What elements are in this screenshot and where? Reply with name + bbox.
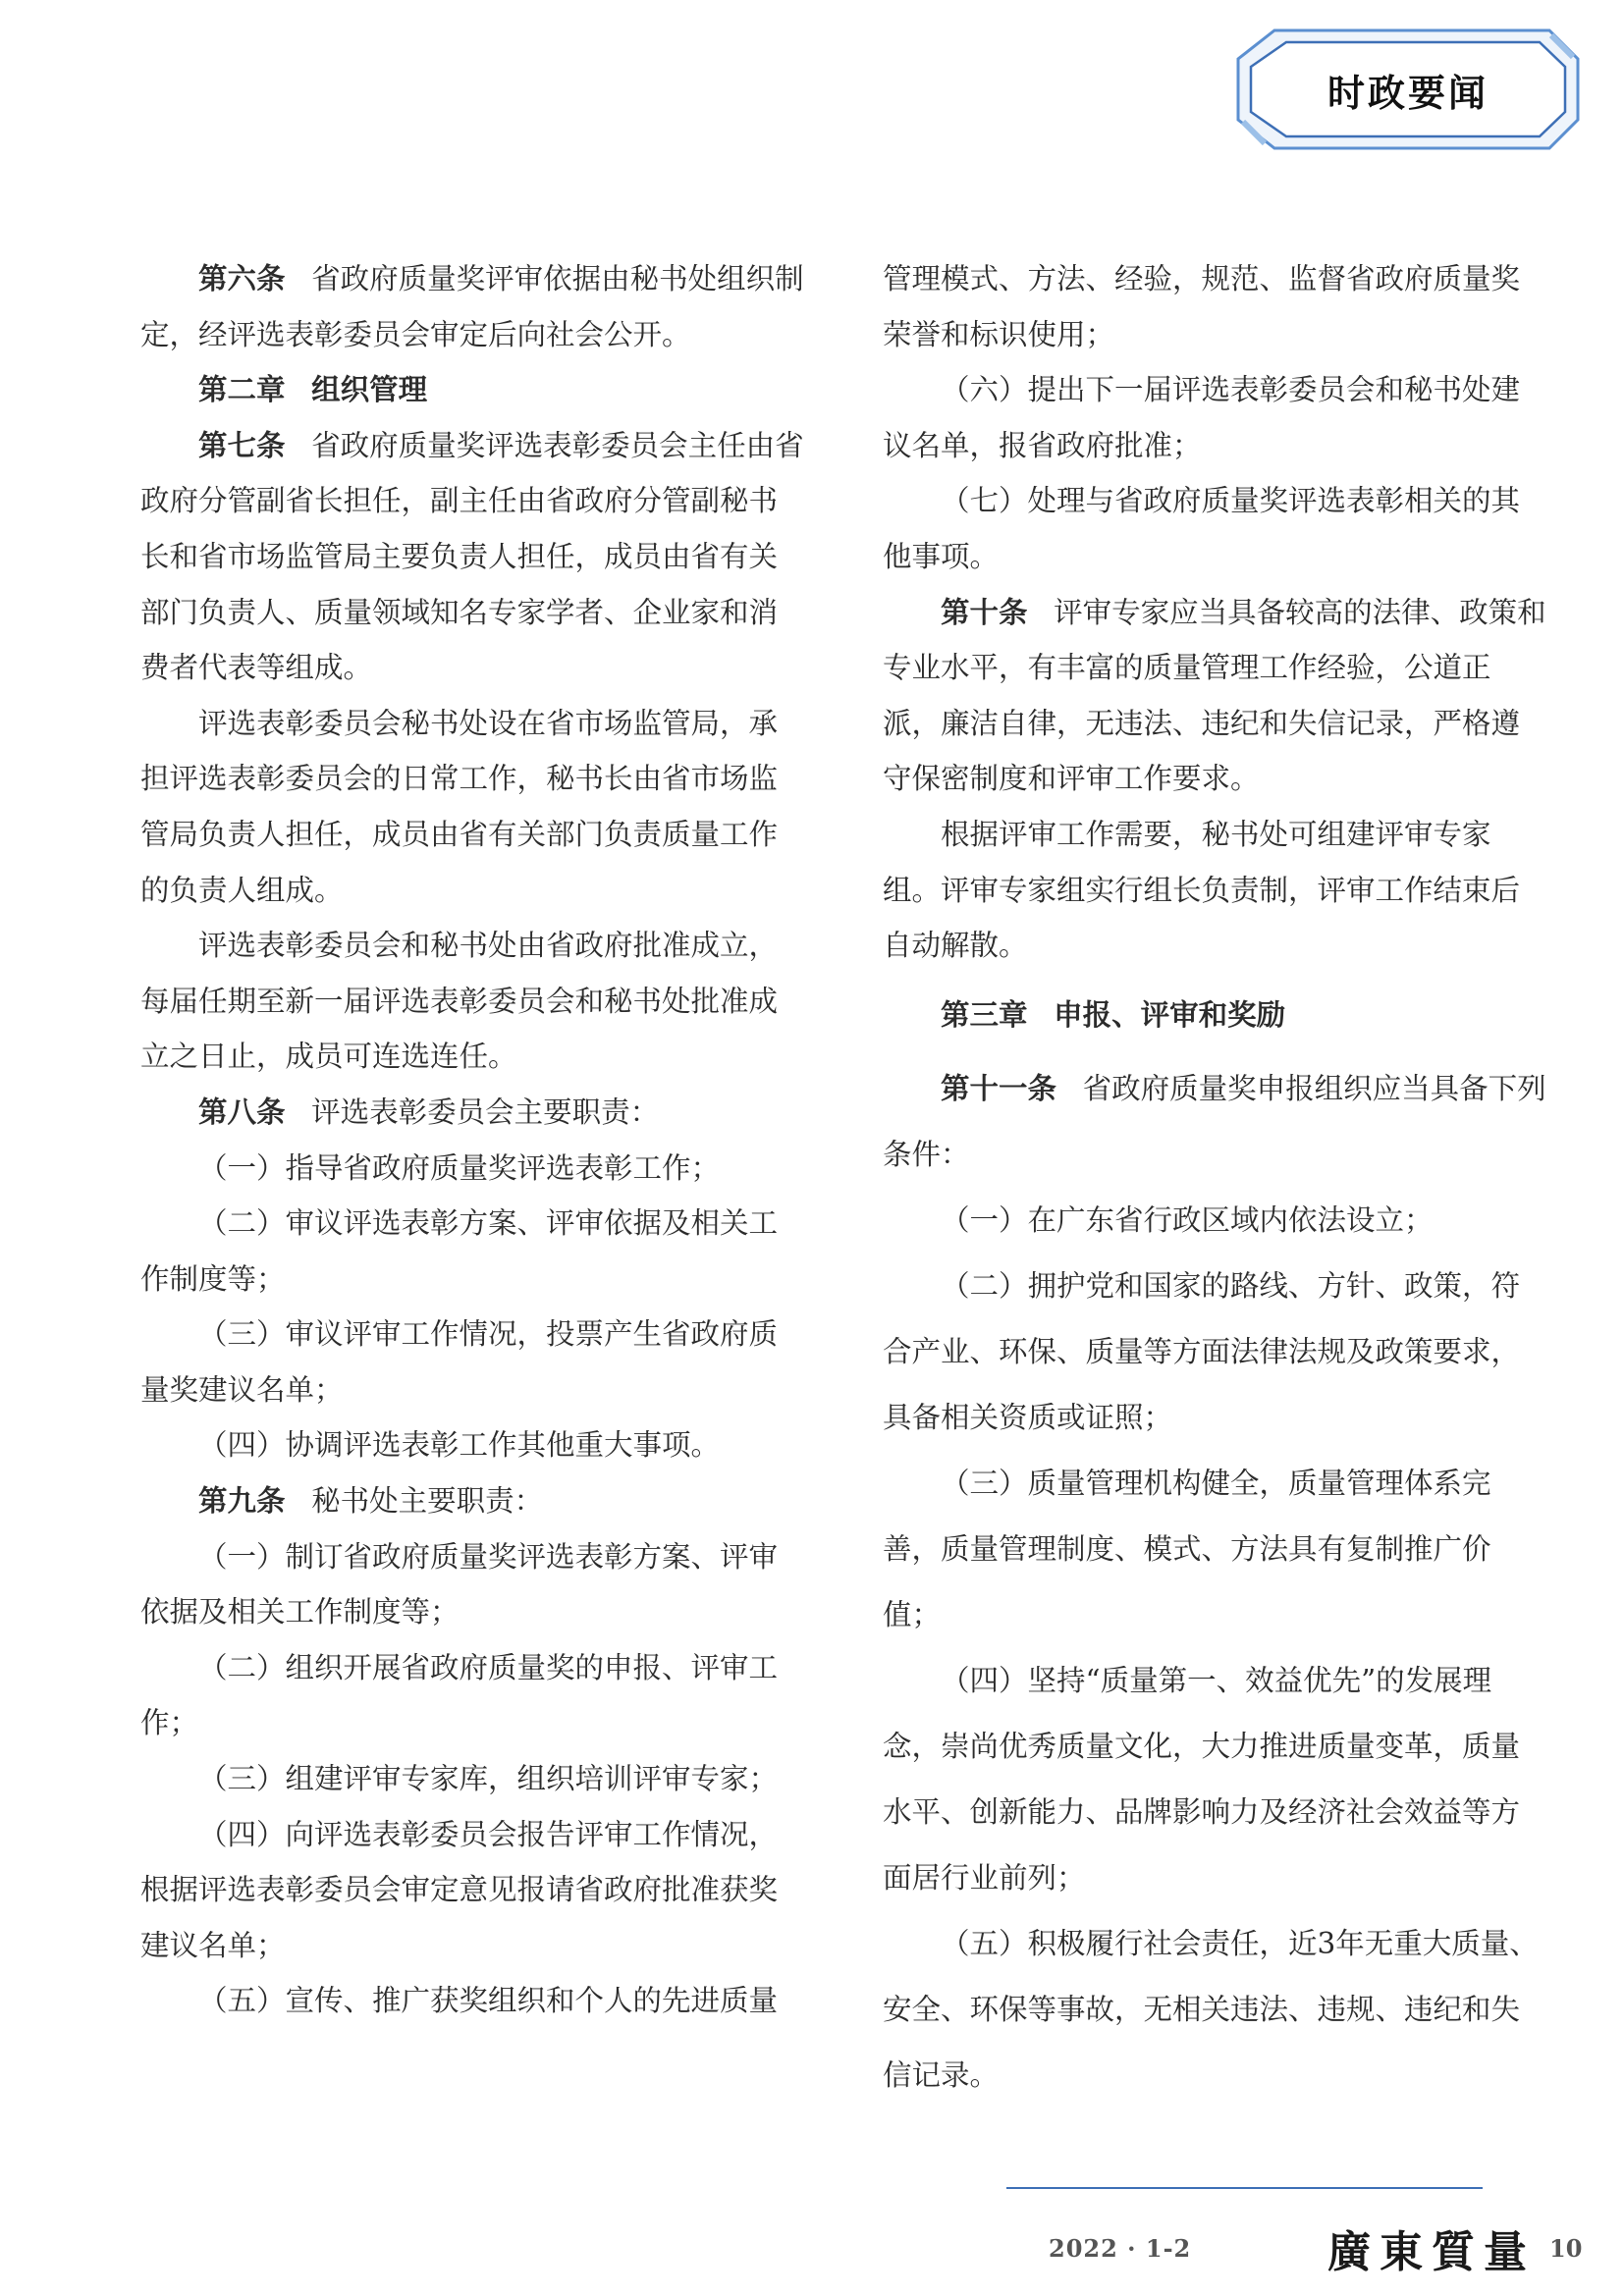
issue-date: 2022 · 1-2 <box>1049 2234 1192 2263</box>
list-item: （三）质量管理机构健全，质量管理体系完善，质量管理制度、模式、方法具有复制推广价值； <box>883 1467 1491 1632</box>
list-item: （一）制订省政府质量奖评选表彰方案、评审依据及相关工作制度等； <box>140 1539 779 1629</box>
article-text: 评选表彰委员会主要职责： <box>311 1095 660 1129</box>
article-text: 评审专家应当具备较高的法律、政策和专业水平，有丰富的质量管理工作经验，公道正派，廉洁自律，无违法、违纪和失信记录，严格遵守保密制度和评审工作要求。 <box>883 595 1546 796</box>
article-label: 第九条 <box>198 1484 286 1519</box>
article-label: 第十条 <box>941 595 1028 629</box>
chapter-title: 组织管理 <box>311 373 428 407</box>
page-number: 10 <box>1549 2234 1583 2263</box>
list-item: （五）积极履行社会责任，近3年无重大质量、安全、环保等事故，无相关违法、违规、违纪和失信记录。 <box>883 1927 1539 2093</box>
article-label: 第八条 <box>198 1095 286 1129</box>
list-item: （四）协调评选表彰工作其他重大事项。 <box>198 1428 721 1463</box>
chapter-3-heading <box>883 988 1548 1043</box>
article-9 <box>140 1473 806 1529</box>
article-text: 省政府质量奖评选表彰委员会主任由省政府分管副省长担任，副主任由省政府分管副秘书长和省市场监管局主要负责人担任，成员由省有关部门负责人、质量领域知名专家学者、企业家和消费者代表等组成。 <box>140 428 804 685</box>
article-text: 省政府质量奖申报组织应当具备下列条件： <box>883 1072 1546 1172</box>
list-item: （四）向评选表彰委员会报告评审工作情况，根据评选表彰委员会审定意见报请省政府批准获奖建议名单； <box>140 1817 779 1962</box>
paragraph: 评选表彰委员会秘书处设在省市场监管局，承担评选表彰委员会的日常工作，秘书长由省市场监管局负责人担任，成员由省有关部门负责质量工作的负责人组成。 <box>140 706 779 907</box>
list-item: （五）宣传、推广获奖组织和个人的先进质量 <box>198 1984 779 2018</box>
list-item: （六）提出下一届评选表彰委员会和秘书处建议名单，报省政府批准； <box>883 373 1521 462</box>
list-item: （二）组织开展省政府质量奖的申报、评审工作； <box>140 1650 779 1740</box>
paragraph: 评选表彰委员会和秘书处由省政府批准成立，每届任期至新一届评选表彰委员会和秘书处批准成立之日止，成员可连选连任。 <box>140 929 779 1074</box>
chapter-label: 第三章 <box>941 997 1028 1032</box>
article-text: 省政府质量奖评审依据由秘书处组织制定，经评选表彰委员会审定后向社会公开。 <box>140 262 804 351</box>
footer-divider <box>1006 2187 1483 2189</box>
chapter-label: 第二章 <box>198 373 286 407</box>
right-column <box>883 251 1548 2109</box>
article-11-block <box>883 1056 1548 2109</box>
article-11 <box>883 1056 1548 1188</box>
list-item: （三）组建评审专家库，组织培训评审专家； <box>198 1762 779 1796</box>
section-tag-label: 时政要闻 <box>1326 71 1489 115</box>
paragraph: 根据评审工作需要，秘书处可组建评审专家组。评审专家组实行组长负责制，评审工作结束后自动解散。 <box>883 817 1521 963</box>
left-column <box>140 251 806 2029</box>
article-10 <box>883 585 1548 807</box>
article-label: 第六条 <box>198 262 286 295</box>
masthead-logo: 廣東質量 <box>1327 2227 1536 2277</box>
paragraph-continuation: 管理模式、方法、经验，规范、监督省政府质量奖荣誉和标识使用； <box>883 262 1521 351</box>
list-item: （二）拥护党和国家的路线、方针、政策，符合产业、环保、质量等方面法律法规及政策要求，具备相关资质或证照； <box>883 1269 1521 1435</box>
list-item: （二）审议评选表彰方案、评审依据及相关工作制度等； <box>140 1206 779 1296</box>
chapter-title: 申报、评审和奖励 <box>1054 997 1286 1032</box>
list-item: （七）处理与省政府质量奖评选表彰相关的其他事项。 <box>883 484 1521 573</box>
list-item: （三）审议评审工作情况，投票产生省政府质量奖建议名单； <box>140 1317 779 1407</box>
article-text: 秘书处主要职责： <box>311 1484 544 1519</box>
article-7 <box>140 418 806 696</box>
section-tag <box>1235 27 1581 151</box>
article-label: 第七条 <box>198 428 286 462</box>
article-6 <box>140 251 806 362</box>
list-item: （一）在广东省行政区域内依法设立； <box>941 1203 1434 1238</box>
article-8 <box>140 1085 806 1141</box>
list-item: （一）指导省政府质量奖评选表彰工作； <box>198 1150 721 1185</box>
chapter-2-heading <box>140 362 806 418</box>
list-item: （四）坚持“质量第一、效益优先”的发展理念，崇尚优秀质量文化，大力推进质量变革，质量水平、创新能力、品牌影响力及经济社会效益等方面居行业前列； <box>883 1664 1521 1896</box>
article-label: 第十一条 <box>941 1072 1057 1106</box>
